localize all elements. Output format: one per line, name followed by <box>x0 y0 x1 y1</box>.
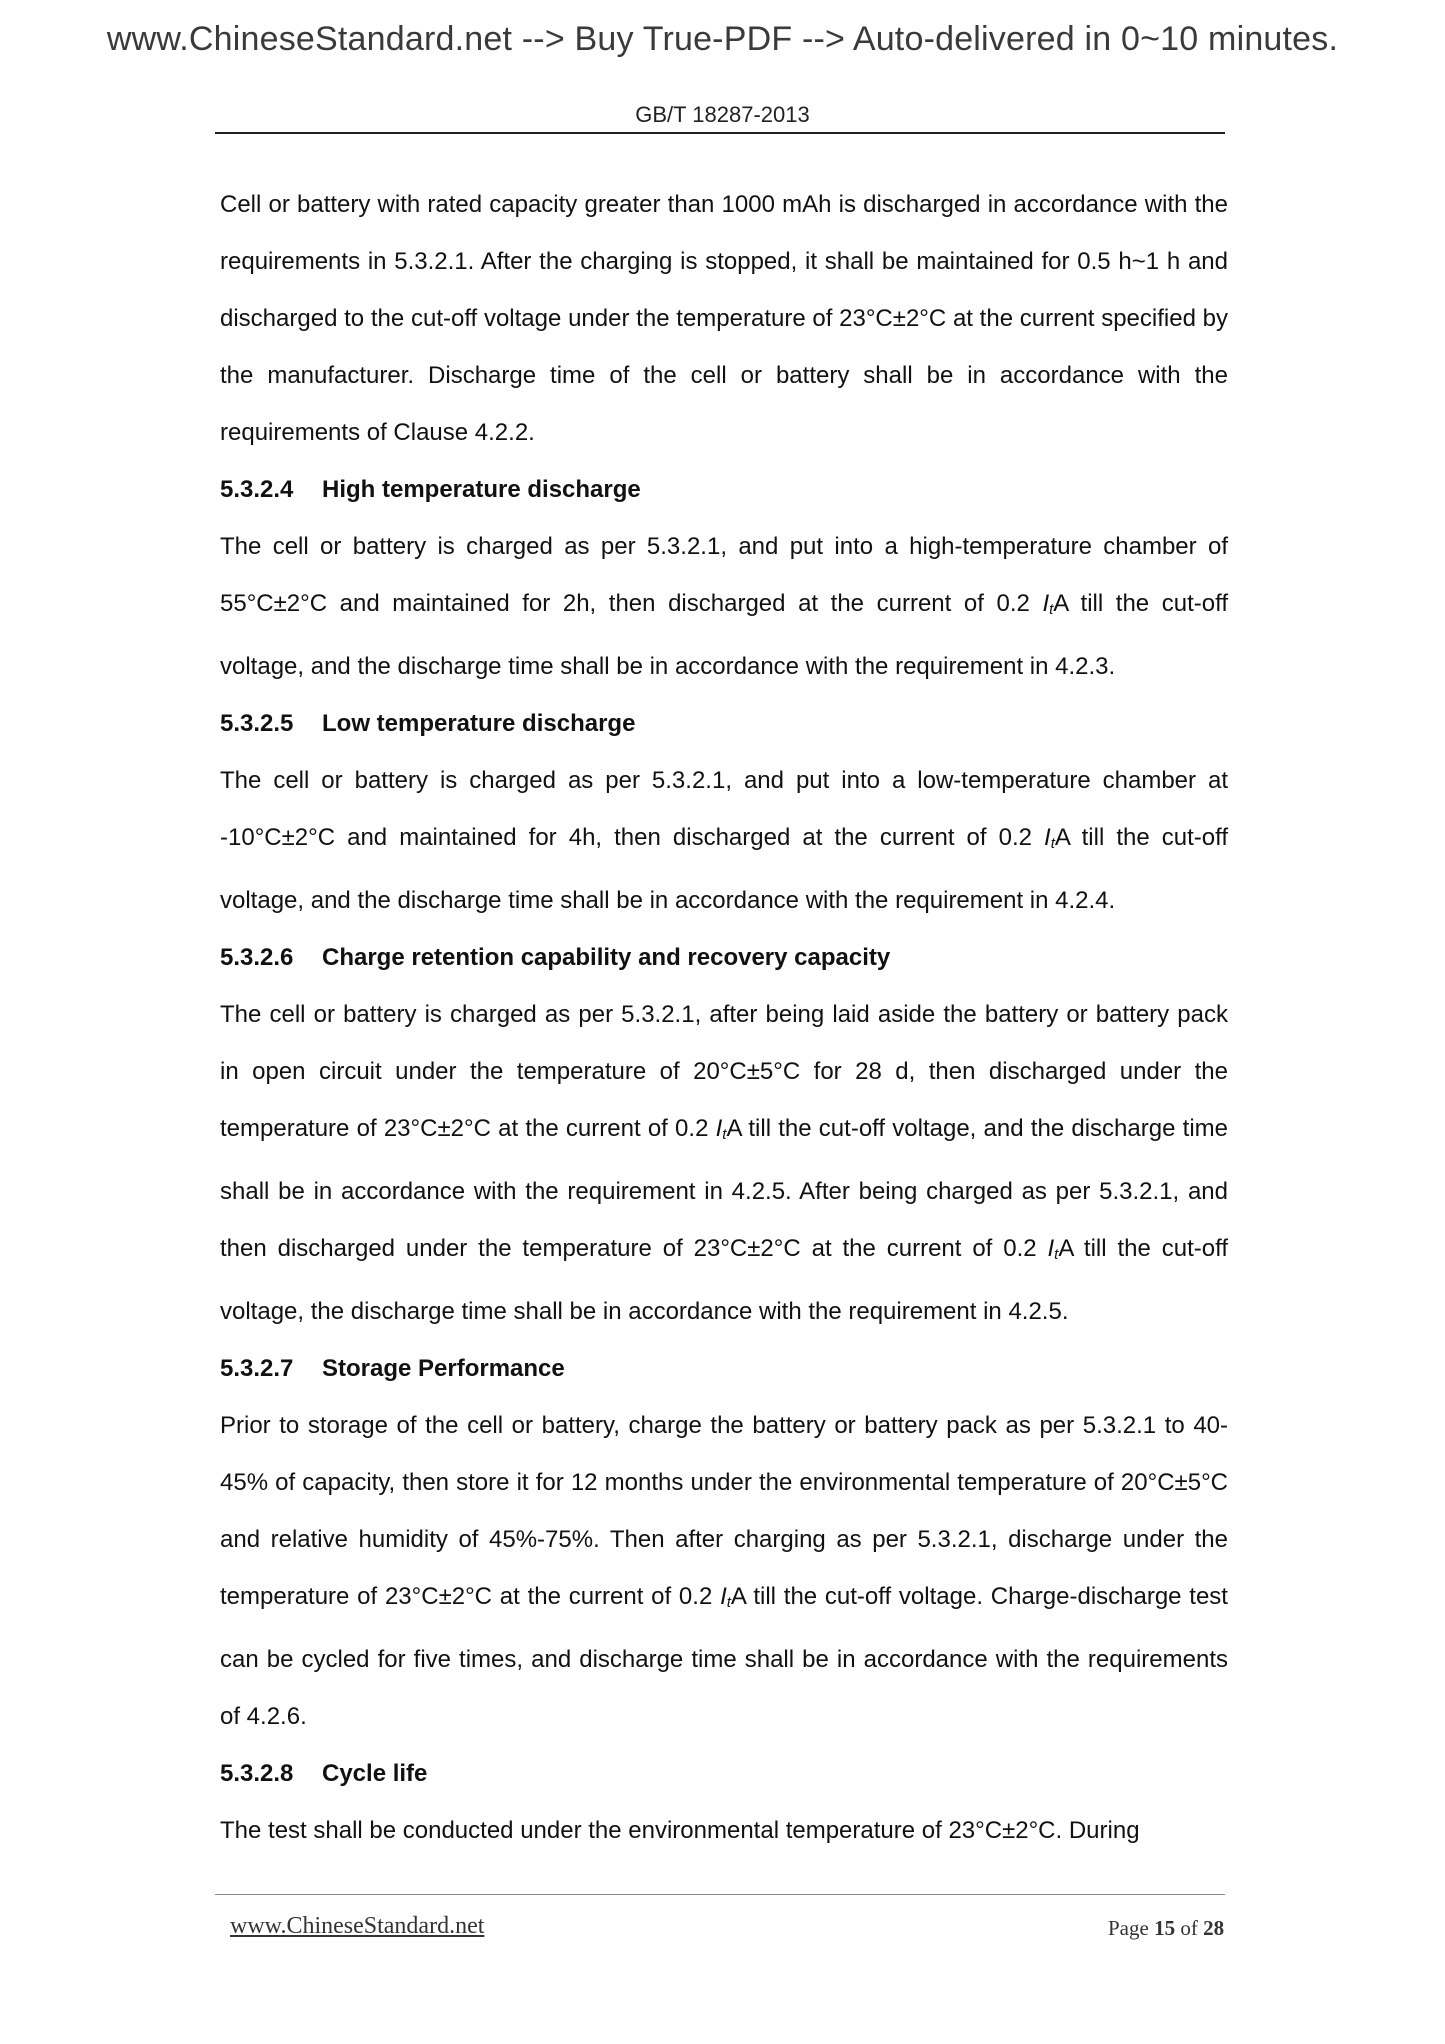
section-title: Charge retention capability and recovery capacity <box>322 944 891 971</box>
section-heading-5-3-2-5 <box>220 695 1228 752</box>
current-symbol: $I_t$ <box>1042 590 1054 618</box>
current-symbol: $I_t$ <box>720 1583 731 1611</box>
page-total: 28 <box>1203 1916 1225 1940</box>
header-rule <box>215 132 1225 134</box>
section-number: 5.3.2.4 <box>220 476 294 503</box>
text-run: The cell or battery is charged as per 5.3.2.1, and put into a high-temperature chamber of 55°C±2°C and maintained for 2h, then discharged at the current of 0.2 <box>220 533 1228 617</box>
paragraph-5-3-2-7 <box>220 1397 1228 1745</box>
section-heading-5-3-2-6 <box>220 929 1228 986</box>
text-run: A till the cut-off voltage, and the discharge time shall be in accordance with the requirement in 4.2.3. <box>220 590 1228 680</box>
intro-paragraph: Cell or battery with rated capacity greater than 1000 mAh is discharged in accordance with the requirements in 5.3.2.1. After the charging is stopped, it shall be maintained for 0.5 h~1 h and discharged to the cut-off voltage under the temperature of 23°C±2°C at the current specified by the manufacturer. Discharge time of the cell or battery shall be in accordance with the requirements of Clause 4.2.2. <box>220 191 1228 446</box>
section-title: Low temperature discharge <box>322 710 636 737</box>
text-run: Prior to storage of the cell or battery, charge the battery or battery pack as per 5.3.2.1 to 40-45% of capacity, then store it for 12 months under the environmental temperature of 20°C±5°C and relative humidity of 45%-75%. Then after charging as per 5.3.2.1, discharge under the temperature of 23°C±2°C at the current of 0.2 <box>220 1412 1228 1610</box>
section-heading-5-3-2-4 <box>220 461 1228 518</box>
document-body <box>220 176 1228 1859</box>
section-number: 5.3.2.5 <box>220 710 294 737</box>
current-symbol: $I_t$ <box>715 1115 727 1143</box>
standard-code: GB/T 18287-2013 <box>635 102 810 127</box>
section-heading-5-3-2-7 <box>220 1340 1228 1397</box>
paragraph-5-3-2-6 <box>220 986 1228 1340</box>
section-number: 5.3.2.8 <box>220 1760 294 1787</box>
text-run: A till the cut-off voltage, and the discharge time shall be in accordance with the requirement in 4.2.5. After being charged as per 5.3.2.1, and then discharged under the temperature of 23°C±2°C at the current of 0.2 <box>220 1115 1228 1262</box>
paragraph-5-3-2-8: The test shall be conducted under the environmental temperature of 23°C±2°C. During <box>220 1817 1140 1844</box>
page-current: 15 <box>1154 1916 1176 1940</box>
section-title: Storage Performance <box>322 1355 565 1382</box>
section-title: Cycle life <box>322 1760 428 1787</box>
text-run: A till the cut-off voltage, and the discharge time shall be in accordance with the requirement in 4.2.4. <box>220 824 1228 914</box>
section-heading-5-3-2-8 <box>220 1745 1228 1802</box>
section-title: High temperature discharge <box>322 476 641 503</box>
text-run: A till the cut-off voltage, the discharge time shall be in accordance with the requirement in 4.2.5. <box>220 1235 1228 1325</box>
paragraph-5-3-2-5 <box>220 752 1228 929</box>
current-symbol: $I_t$ <box>1047 1235 1059 1263</box>
paragraph-5-3-2-4 <box>220 518 1228 695</box>
section-number: 5.3.2.7 <box>220 1355 294 1382</box>
footer-website-link[interactable]: www.ChineseStandard.net <box>230 1913 485 1939</box>
page-number <box>1108 1916 1224 1941</box>
current-symbol: $I_t$ <box>1044 824 1055 852</box>
text-run: The cell or battery is charged as per 5.3.2.1, after being laid aside the battery or battery pack in open circuit under the temperature of 20°C±5°C for 28 d, then discharged under the temperature of 23°C±2°C at the current of 0.2 <box>220 1001 1228 1142</box>
banner-title: www.ChineseStandard.net --> Buy True-PDF --> Auto-delivered in 0~10 minutes. <box>106 20 1339 58</box>
text-run: The cell or battery is charged as per 5.3.2.1, and put into a low-temperature chamber at -10°C±2°C and maintained for 4h, then discharged at the current of 0.2 <box>220 767 1228 851</box>
page-word: Page <box>1108 1916 1149 1940</box>
text-run: A till the cut-off voltage. Charge-discharge test can be cycled for five times, and discharge time shall be in accordance with the requirements of 4.2.6. <box>220 1583 1228 1730</box>
footer-rule <box>215 1894 1225 1895</box>
section-number: 5.3.2.6 <box>220 944 294 971</box>
page-of: of <box>1180 1916 1198 1940</box>
